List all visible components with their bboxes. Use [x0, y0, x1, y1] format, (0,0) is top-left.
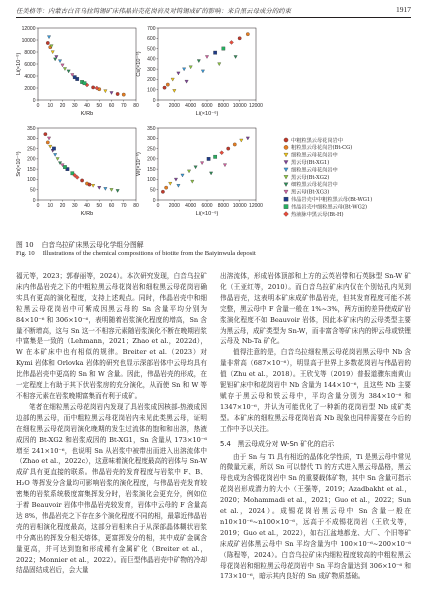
data-point [174, 178, 177, 181]
y-tick-label: 50 [149, 187, 156, 194]
data-point [56, 157, 59, 160]
y-tick-label: 200 [147, 156, 156, 163]
data-point [51, 51, 54, 54]
legend-label: 热液脉中黑云母(Bt-H) [291, 211, 344, 218]
data-point [110, 91, 113, 94]
y-tick-label: 150 [27, 166, 36, 173]
x-tick-label: 20 [59, 203, 66, 209]
data-point [194, 166, 197, 169]
x-tick-label: 40 [84, 103, 90, 109]
legend-label: 伟晶岩壳中中粗粒黑云母(Bt-WG1) [291, 197, 373, 203]
data-point [104, 187, 107, 190]
data-point [205, 55, 208, 58]
x-tick-label: 12000 [249, 103, 263, 109]
data-point [189, 66, 192, 69]
scatter-panel [135, 26, 263, 117]
data-point [181, 174, 184, 177]
x-axis-label: Li(×10⁻⁶) [195, 211, 219, 217]
y-tick-label: 500 [147, 46, 156, 53]
legend-label: 细粒黑云母花岗岩中 [291, 167, 338, 174]
data-point [246, 137, 249, 140]
data-point [171, 78, 174, 81]
data-point [177, 184, 180, 187]
data-point [182, 68, 185, 71]
legend-label: 粗粒黑云母花岗岩(Bt-CG) [291, 145, 353, 152]
legend-marker [284, 205, 288, 209]
scatter-panel [135, 126, 263, 217]
paragraph: 福元等，2023；郭春丽等，2024）。本次研究发现，白音乌拉矿床内伟晶岩壳之下的中粗粒黑云母花岗岩和细粒黑云母花岗岩确实具有更高的演化程度，支持上述观点。同时，伟晶岩壳中和细粒黑云母花岗岩中可紫成因黑云母的 Sn 含量平均分别为 84×10⁻⁶ 和 306×10⁻⁶，表明随着岩浆演化程度的增高，Sn 含量不断增高，这与 Sn 这一不相容元素随岩浆演化不断在晚期岩浆中富集是一致的（Lehmann，2021；Zhao et al.，2022d），W 在本矿床中也有相似的规律。Breiter et al.（2023）对 Kymi 岩体和 Orlovka 岩体的研究也显示深部岩体中云母均具有比伟晶岩壳中更高的 Sn 和 W 含量。因此，伟晶岩壳的形成，在一定程度上有助于其下伏岩浆房的充分演化，从而使 Sn 和 W 等不相容元素在岩浆晚期富集而有利于成矿。 [16, 272, 207, 400]
x-axis-label: K/Rb [80, 211, 94, 217]
x-tick-label: 2000 [168, 203, 180, 209]
legend-marker [284, 197, 288, 201]
legend-marker [284, 175, 288, 179]
y-tick-label: 250 [147, 146, 156, 153]
data-point [83, 82, 86, 85]
plot-frame [38, 28, 136, 100]
x-tick-label: 10 [47, 103, 54, 109]
data-point [91, 86, 94, 89]
x-tick-label: 8000 [217, 103, 229, 109]
data-point [163, 86, 166, 89]
data-point [91, 184, 94, 187]
legend-label: 伟晶岩壳中细粒黑云母(Bt-WG2) [291, 204, 368, 211]
y-tick-label: 8000 [24, 49, 36, 56]
plot-frame [158, 128, 256, 200]
y-axis-label: Li(×10⁻⁶) [16, 52, 22, 76]
y-tick-label: 0 [152, 197, 156, 204]
paragraph: 值得注意的是，白音乌拉细粒黑云母花岗岩黑云母中 Nb 含量非常高（687×10⁻⁶），明显高于世界上多数花岗岩与伟晶岩的值（Zhu et al.，2018）。王欣戈等（2019）普报道骤东南黄山铌钽矿床中和花岗岩中 Nb 含量为 144×10⁻⁶，且这些 Nb 主要赋存于黑云母和铁云母中，平均含量分别为 384×10⁻⁶ 和 1347×10⁻⁶，并认为可能优化了一种新的花岗岩型 Nb 成矿类型。本矿床的细粒黑云母花岗岩高 Nb 现象也同样需要在今后的工作中予以关注。 [220, 348, 411, 433]
data-point [52, 147, 55, 150]
x-tick-label: 10000 [232, 103, 247, 109]
legend-marker [284, 168, 288, 172]
legend-marker [284, 138, 288, 142]
text-column-right [220, 271, 411, 582]
y-tick-label: 200 [147, 77, 156, 84]
x-tick-label: 0 [156, 203, 160, 209]
x-tick-label: 8000 [217, 203, 229, 209]
y-tick-label: 100 [147, 87, 156, 94]
y-tick-label: 100 [27, 177, 36, 184]
data-point [213, 155, 216, 158]
caption-cn-text: 白音乌拉矿床黑云母化学组分图解 [41, 241, 144, 249]
legend [283, 136, 372, 218]
y-tick-label: 200 [27, 156, 36, 163]
text-column-left [16, 271, 207, 576]
x-tick-label: 12000 [249, 203, 263, 209]
scatter-panel [15, 126, 139, 217]
x-tick-label: 30 [71, 103, 78, 109]
figure-10 [16, 24, 404, 232]
plot-frame [38, 128, 136, 200]
legend-label: 中粗粒黑云母花岗岩中 [291, 137, 343, 144]
data-point [58, 60, 61, 63]
x-tick-label: 70 [120, 203, 127, 209]
data-point [44, 132, 47, 135]
legend-label: 黑云母(Bt-XG3) [291, 189, 330, 196]
data-point [47, 36, 50, 39]
data-point [67, 70, 70, 73]
y-tick-label: 300 [27, 136, 36, 143]
x-tick-label: 30 [71, 203, 78, 209]
data-point [220, 151, 224, 155]
data-point [116, 92, 119, 95]
figure-plots [16, 24, 404, 232]
y-tick-label: 50 [29, 187, 36, 194]
y-tick-label: 10000 [21, 37, 36, 44]
running-title: 任美格等：内蒙古白音乌拉钨锡矿床伟晶岩壳花岗岩及对钨锡成矿的影响：来自黑云母成分的约束 [16, 8, 292, 15]
caption-cn [16, 239, 411, 249]
legend-marker [284, 183, 288, 187]
legend-marker [284, 153, 288, 157]
x-tick-label: 4000 [185, 203, 197, 209]
data-point [185, 80, 188, 83]
caption-en-label: Fig. 10 [16, 250, 35, 257]
data-point [46, 41, 49, 44]
x-tick-label: 10000 [232, 203, 247, 209]
legend-label: 细粒黑云母花岗岩中 [291, 152, 338, 159]
data-point [173, 89, 176, 92]
data-point [104, 90, 107, 93]
data-point [47, 137, 50, 140]
data-point [209, 172, 212, 175]
y-tick-label: 0 [32, 197, 36, 204]
section-heading: 5.4 黑云母成分对 W-Sn 矿化的启示 [220, 439, 335, 448]
data-point [222, 47, 225, 50]
legend-marker [283, 211, 288, 216]
legend-marker [284, 161, 288, 165]
data-point [161, 190, 164, 193]
paragraph: 笔者在细粒黑云母花岗岩内发现了具岩浆成因核部-热液成因边部的黑云母，而中粗粒黑云母花岗岩内未见此类黑云母，证明在细粒黑云母花岗岩演化晚期的发生过流体的饱和和出溶，热液成因的 Bt-XG2 和岩浆成因的 Bt-XG1，Sn 含量从 173×10⁻⁶ 增至 241×10⁻⁶，也说明 Sn 从岩浆中被带出而进入出溶流体中（Zhao et al.，2022c），这意味着演化程度最高的岩体与 Sn-W 成矿具有更直接的联系。伟晶岩壳的发育程度与岩浆中 F、B、H₂O 等挥发分含量均可影响岩浆的演化程度，与伟晶岩壳发育较密集的岩浆系统极度富集挥发分时，岩浆演化会更充分，例如位于着 Beauvoir 岩体中伟晶岩壳较发育，岩体中云母的 F 含量高达 8%，伟晶岩壳之下存在多个演化程度不同的相，最靠近伟晶岩壳的岩相演化程度最高，这部分岩相来自于从深部晶体糊状岩浆中分离出的挥发分相关熔体，更富挥发分的相，其中成矿金属含量更高，并可达到饱和形成稀有金属矿化（Breiter et al.，2022；Monnier et al.，2022）。而巨型伟晶岩壳中矿物的冷却结晶固结成岩后，会大量 [16, 402, 207, 575]
data-point [61, 64, 64, 67]
page-number: 1917 [396, 5, 411, 14]
data-point [53, 153, 56, 156]
paragraph: 由于 Sn 与 Ti 具有相近的晶体化学性质，Ti 是黑云母中常见的微量元素，所以 Sn 可以替代 Ti 的方式进入黑云母晶格，黑云母也成为含锡花岗岩中 Sn 的重要载体矿物，其中 Sn 含量可指示花岗岩形成潜力的大小（王强等，2019；Azadbakht et al.，2020；Mohammadi et al.，2021；Guo et al.，2022；Sun et al.，2024）。成锡花岗岩黑云母中 Sn 含量一般在 n10×10⁻⁶~n100×10⁻⁶，远高于不成锡花岗岩（王欣戈等，2019；Guo et al.，2022），如右江盆地都龙、大厂、个旧等矿床成矿岩体黑云母中 Sn 平均含量为中 100×10⁻⁶~200×10⁻⁶（陈程等，2024）。白音乌拉矿床内细粒程度较高的中粗粒黑云母花岗岩和细粒黑云母花岗岩中 Sn 平均含量达到 306×10⁻⁶ 和 173×10⁻⁶，暗示其内良好的 Sn 成矿物质基础。 [220, 452, 411, 581]
y-tick-label: 100 [147, 177, 156, 184]
caption-en [16, 250, 411, 257]
y-tick-label: 150 [147, 166, 156, 173]
y-axis-label: W(×10⁻⁶) [136, 152, 142, 176]
y-tick-label: 700 [147, 25, 156, 32]
data-point [213, 51, 216, 54]
data-point [63, 67, 66, 70]
x-tick-label: 10 [47, 203, 54, 209]
data-point [238, 37, 241, 40]
data-point [49, 145, 52, 148]
data-point [229, 40, 233, 44]
data-point [53, 58, 56, 61]
y-tick-label: 2000 [24, 85, 36, 92]
data-point [223, 164, 226, 167]
x-tick-label: 0 [36, 203, 40, 209]
y-tick-label: 300 [147, 66, 156, 73]
data-point [200, 162, 203, 165]
legend-label: 细粒黑云母花岗岩中 [291, 182, 338, 189]
x-tick-label: 60 [108, 103, 115, 109]
y-tick-label: 0 [32, 97, 36, 104]
y-tick-label: 350 [147, 125, 156, 132]
data-point [46, 141, 49, 144]
data-point [88, 183, 91, 186]
data-point [177, 72, 180, 75]
y-tick-label: 4000 [24, 73, 36, 80]
data-point [234, 55, 237, 58]
data-point [122, 93, 125, 96]
x-tick-label: 0 [156, 103, 160, 109]
caption-en-text: Illustrations of the chemical compositions of biotite from the Baiyinwula deposit [42, 250, 256, 257]
data-point [80, 179, 83, 182]
data-point [240, 139, 243, 142]
data-point [116, 189, 119, 192]
x-tick-label: 80 [133, 203, 139, 209]
x-axis-label: Li(×10⁻⁶) [195, 111, 219, 117]
data-point [246, 32, 249, 35]
x-tick-label: 80 [133, 103, 139, 109]
data-point [191, 180, 194, 183]
data-point [201, 70, 204, 73]
y-tick-label: 12000 [21, 25, 36, 32]
x-tick-label: 20 [59, 103, 66, 109]
caption-cn-label: 图 10 [16, 241, 34, 249]
y-tick-label: 0 [152, 97, 156, 104]
x-tick-label: 6000 [201, 103, 213, 109]
data-point [98, 186, 101, 189]
data-point [63, 165, 66, 168]
x-tick-label: 4000 [185, 103, 197, 109]
legend-label: 黑云母(Bt-XG1) [291, 160, 330, 166]
x-tick-label: 6000 [201, 203, 213, 209]
legend-label: 黑云母(Bt-XG2) [291, 174, 330, 181]
x-tick-label: 2000 [168, 103, 180, 109]
legend-marker [284, 190, 288, 194]
x-tick-label: 40 [84, 203, 90, 209]
x-tick-label: 0 [36, 103, 40, 109]
y-tick-label: 600 [147, 36, 156, 43]
running-header [16, 6, 411, 18]
data-point [169, 182, 172, 185]
y-tick-label: 300 [147, 136, 156, 143]
x-tick-label: 50 [96, 203, 103, 209]
data-point [218, 63, 221, 66]
legend-marker [284, 145, 288, 149]
y-tick-label: 250 [27, 146, 36, 153]
x-tick-label: 50 [96, 103, 103, 109]
data-point [207, 157, 210, 160]
paragraph: 出溶流体，形成岩体顶部和上方的云英岩带和石英脉型 Sn-W 矿化（王亚红等，2010）。而白音乌拉矿床内仅在个别钻孔内见到伟晶岩壳，这表明本矿床成矿伟晶岩壳，但其发育程度可能不甚完整，黑云母中 F 含量一般在 1%~3%，两方面的差异使成矿岩浆演化程度不如 Beauvoir 岩体，因此本矿床内的云母类型主要为黑云母，成矿类型为 Sn-W，而非富含等矿床内的钾云母或铁锂云母及 Nb-Ta 矿化。 [220, 272, 411, 346]
header-rule [16, 17, 411, 18]
data-point [227, 147, 230, 150]
x-axis-label: K/Rb [80, 111, 94, 117]
data-point [233, 143, 236, 146]
data-point [166, 83, 169, 86]
x-tick-label: 60 [108, 203, 115, 209]
data-point [73, 76, 76, 79]
x-tick-label: 70 [120, 103, 127, 109]
data-point [187, 170, 190, 173]
data-point [197, 60, 200, 63]
y-axis-label: Cs(×10⁻⁶) [136, 51, 142, 77]
y-tick-label: 400 [147, 56, 156, 63]
data-point [110, 188, 113, 191]
y-tick-label: 6000 [24, 61, 36, 68]
scatter-panel [15, 26, 139, 117]
data-point [164, 186, 167, 189]
y-axis-label: Sn(×10⁻⁶) [16, 151, 22, 177]
y-tick-label: 350 [27, 125, 36, 132]
